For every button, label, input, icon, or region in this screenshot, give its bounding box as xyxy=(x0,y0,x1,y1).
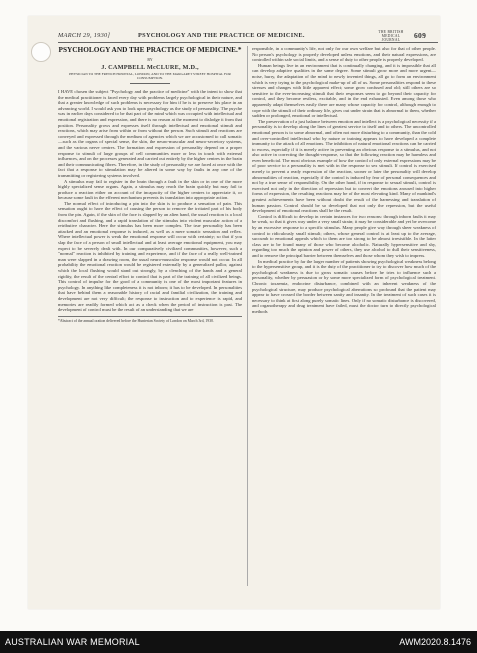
body-paragraph: The normal effect of introducing a pin into the skin is to produce a sensation of pain. This sensation ought to have the effect of causing the person to remove the irritated part of his body from the pin. Again, if the skin of the face is slapped by an alien hand, the usual reaction is a local discomfort and flushing, and a rapid translation of the stimulus into violent muscular action of a retributive character. Here the stimulus has been more complex. The true personality has been attacked and an emotional response is induced, as well as a mere somatic sensation and reflex. Where intellectual power is weak the emotional response will occur with certainty; so that if you slap the face of a person of small intellectual and at least average emotional equipment, you may expect to be severely dealt with. In our comparatively civilized communities, however, such a "normal" reaction is inhibited by training and experience, and if the face of a really well-trained man were slapped in a drawing room, the usual neuro-muscular response would not occur. In all probability the emotional reaction would be registered externally by a generalized pallor, against which the local flushing would stand out strongly, by a clenching of the hands and a general rigidity, the result of the central effort to control that is part of the training of all civilized beings. This control of impulse for the good of a community is one of the most important features in psychology. In anything like completeness it is not inborn; it has to be developed. In personalities that have behind them a reasonable history of racial and familial civilization, the training and development are not very difficult; the response to instruction and to experience is rapid, and memories are readily formed which act as a check when the period of instruction is past. The development of control must be the result of an understanding that we are xyxy=(58,200,242,313)
header-date: MARCH 29, 1930] xyxy=(58,32,111,39)
punch-hole xyxy=(31,42,51,62)
body-paragraph: In medical practice by far the larger number of patients showing psychological weakness belong to the hypersensitive group, and it is the duty of the practitioner to try to discover how much of the psychological weakness is due to gross somatic causes before he tries to influence such a personality, whether by persuasion or by some more specialized form of psychological treatment. Chronic toxaemia, endocrine disturbance, combined with an inherent weakness of the psychological structure, may produce psychological aberrations so profound that the patient may appear to have crossed the border between sanity and insanity. In the treatment of such cases it is necessary to think at first along purely somatic lines. Only if no somatic disturbance is discovered, and organotherapy and drug treatment have failed, must the doctor turn to directly psychological methods xyxy=(252,258,436,314)
header-journal: THE BRITISH MEDICAL JOURNAL xyxy=(378,30,404,42)
body-paragraph: Human beings live in an environment that is continually changing, and it is impossible that all can develop adaptive qualities in the same degree. Some stimuli grow more and more urgent—noise, hurry, the adaptation of the mind to newly invented things, all go to form an environment which is very trying to the psychological make-up of all of us. Some personalities respond to these stresses and changes with little apparent effect; some grow confused and old; still others are so sensitive to the ever-increasing stimuli that their responses seem to go beyond their capacity for control, and they become restless, excitable, and in the end exhausted. Even among those who apparently adapt themselves easily there are many whose capacity for control, although enough to cope with the stimuli of their ordinary life, gives out under strain that is abnormal to them, whether sudden or prolonged, emotional or intellectual. xyxy=(252,62,436,119)
left-column xyxy=(58,46,242,586)
body-paragraph: The preservation of a just balance between emotion and intellect is a psychological necessity if a personality is to develop along the lines of greatest service to itself and to others. The uncontrolled emotional person is to some abnormal, and often not more disturbing to a community, than the cold and over-controlled intellectual who by nature or training appears to have developed a complete immunity to the attack of all emotions. The inhibition of natural emotional reactions can be carried to excess, especially if it is merely active in preventing an obvious response to a stimulus, and not also active in correcting the thought-response, so that the following reaction may be harmless and even beneficial. The most obvious example of how the control of only external expressions may be of poor service to a personality is met with in the response to sex stimuli. If control is exercised merely to prevent a ready expression of the reaction, sooner or later the personality will develop abnormalities of reaction, especially if the control is induced by fear of personal consequences and not by a true sense of responsibility. On the other hand, if in response to sexual stimuli, control is exercised not only in the direction of repression but to convert the emotions aroused into higher forms of expression, the resulting reactions may be of the most elevating kind. Many of mankind's greatest achievements have been without doubt the result of the harnessing and translation of human passion. Control should be so developed that not only the repression, but the useful development of emotional reactions shall be the result. xyxy=(252,118,436,214)
right-column xyxy=(252,46,436,586)
author-name: J. CAMPBELL McCLURE, M.D., xyxy=(101,64,199,71)
credit-institution: AUSTRALIAN WAR MEMORIAL xyxy=(5,637,140,647)
body-paragraph: A stimulus may fail to register in the brain through a fault in the skin or in one of the more highly specialized sense organs. Again, a stimulus may reach the brain quickly but may fail to produce a reaction either on account of the incapacity of the higher centres to appreciate it, or because some fault in the efferent mechanism prevents its translation into appropriate action. xyxy=(58,178,242,201)
title-divider xyxy=(130,83,170,84)
body-paragraph: Control is difficult to develop in certain instances for two reasons: through inborn faults it may be weak, so that it gives way under a very small strain; it may be considerable and yet be overcome by an excessive response to a specific stimulus. Many people give way through sheer weakness of control to ridiculously small stimuli; others, whose general control is at least up to the average, succumb to emotional appeals which to them are too strong to be almost irresistible. In the latter class are to be found many of those who become alcoholic. Naturally hypersensitive and shy, regarding too much the opinion and power of others, they use alcohol to dull their sensitiveness, and to remove the principal barrier between themselves and those whom they wish to impress. xyxy=(252,213,436,258)
byline-by: BY xyxy=(147,58,153,63)
body-paragraph: I HAVE chosen the subject "Psychology and the practice of medicine" with the intent to show that the medical practitioner is faced every day with problems largely psychological in their nature, and that a greater knowledge of such problems is necessary for him if he is to preserve his place in an advancing world. I would ask you to look upon psychology as the study of personality. The psyche was in earlier days considered to be that part of the mind which was occupied with intellectual and emotional registration and expression, and there is no reason at the moment to dislodge it from that position. Personality grows and expresses itself through intellectual and emotional stimuli and reactions, which may arise from within or from without the person. Such stimuli and reactions are conveyed and expressed through the medium of agencies which we are accustomed to call somatic—such as the organs of special sense, the skin, the neuro-muscular and neuro-secretory systems, and the various nerve centres. The formation and expression of personality depend on a proper response to stimuli of large groups of cell communities more or less in touch with external influences, and on the processes generated and carried out entirely by the higher centres in the brain and their communicating fibres. Therefore, in the study of personality we are faced at once with the fact that a response to stimulation may be altered in some way by faults in any one of the transmitting or registering systems involved. xyxy=(58,89,242,178)
credit-bar xyxy=(0,631,477,653)
author-affiliation: PHYSICIAN TO THE FRENCH HOSPITAL, LONDON, AND TO THE MARGARET STREET HOSPITAL FOR CONSUMPTION. xyxy=(69,71,231,80)
article-title: PSYCHOLOGY AND THE PRACTICE OF MEDICINE.* xyxy=(58,46,242,54)
footnote: *Abstract of the annual oration delivered before the Hunterian Society of London on March 3rd, 1930. xyxy=(58,316,242,324)
body-paragraph: responsible, in a community's life, not only for our own welfare but also for that of other people. No person's psychology is properly developed unless emotions, and their natural expressions, are controlled within safe social limits, and a sense of duty to other people is properly developed. xyxy=(252,46,436,63)
running-header xyxy=(58,30,438,42)
header-rule xyxy=(58,42,438,43)
column-divider xyxy=(247,46,248,586)
header-page-number: 609 xyxy=(414,31,427,40)
header-title: PSYCHOLOGY AND THE PRACTICE OF MEDICINE. xyxy=(138,32,305,39)
credit-accession-number: AWM2020.8.1476 xyxy=(399,637,471,647)
